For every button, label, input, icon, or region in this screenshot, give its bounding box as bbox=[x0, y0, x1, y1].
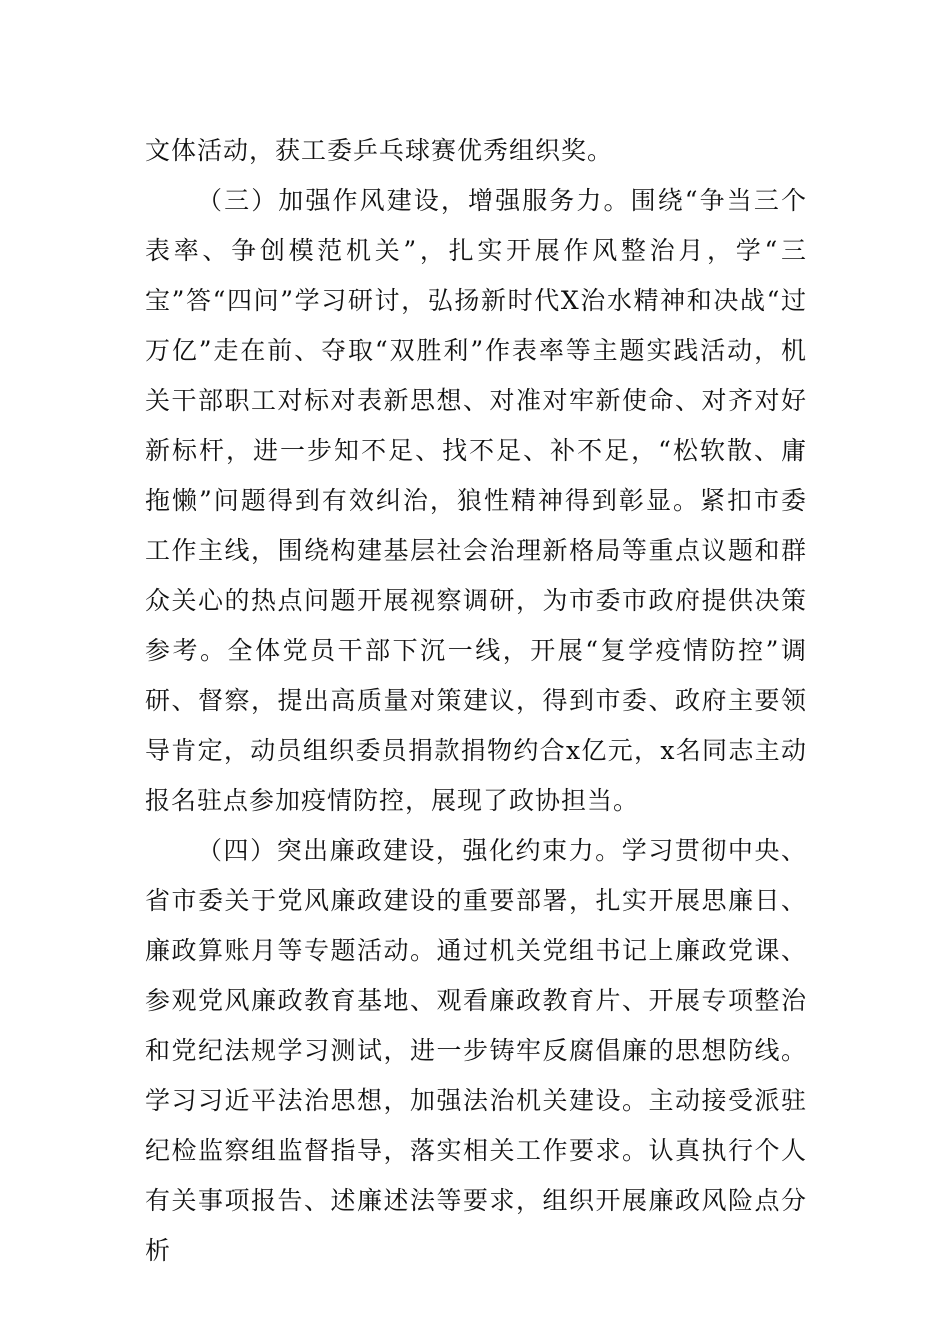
paragraph-3: （四）突出廉政建设，强化约束力。学习贯彻中央、省市委关于党风廉政建设的重要部署，扎实开展思廉日、廉政算账月等专题活动。通过机关党组书记上廉政党课、参观党风廉政教育基地、观看廉政教育片、开展专项整治和党纪法规学习测试，进一步铸牢反腐倡廉的思想防线。学习习近平法治思想，加强法治机关建设。主动接受派驻纪检监察组监督指导，落实相关工作要求。认真执行个人有关事项报告、述廉述法等要求，组织开展廉政风险点分析 bbox=[145, 836, 807, 1265]
paragraph-2: （三）加强作风建设，增强服务力。围绕“争当三个表率、争创模范机关”，扎实开展作风整治月，学“三宝”答“四问”学习研讨，弘扬新时代X治水精神和决战“过万亿”走在前、夺取“双胜利”作表率等主题实践活动，机关干部职工对标对表新思想、对准对牢新使命、对齐对好新标杆，进一步知不足、找不足、补不足，“松软散、庸拖懒”问题得到有效纠治，狼性精神得到彰显。紧扣市委工作主线，围绕构建基层社会治理新格局等重点议题和群众关心的热点问题开展视察调研，为市委市政府提供决策参考。全体党员干部下沉一线，开展“复学疫情防控”调研、督察，提出高质量对策建议，得到市委、政府主要领导肯定，动员组织委员捐款捐物约合x亿元，x名同志主动报名驻点参加疫情防控，展现了政协担当。 bbox=[145, 186, 807, 815]
paragraph-1: 文体活动，获工委乒乓球赛优秀组织奖。 bbox=[145, 136, 614, 165]
document-body bbox=[145, 126, 807, 1276]
